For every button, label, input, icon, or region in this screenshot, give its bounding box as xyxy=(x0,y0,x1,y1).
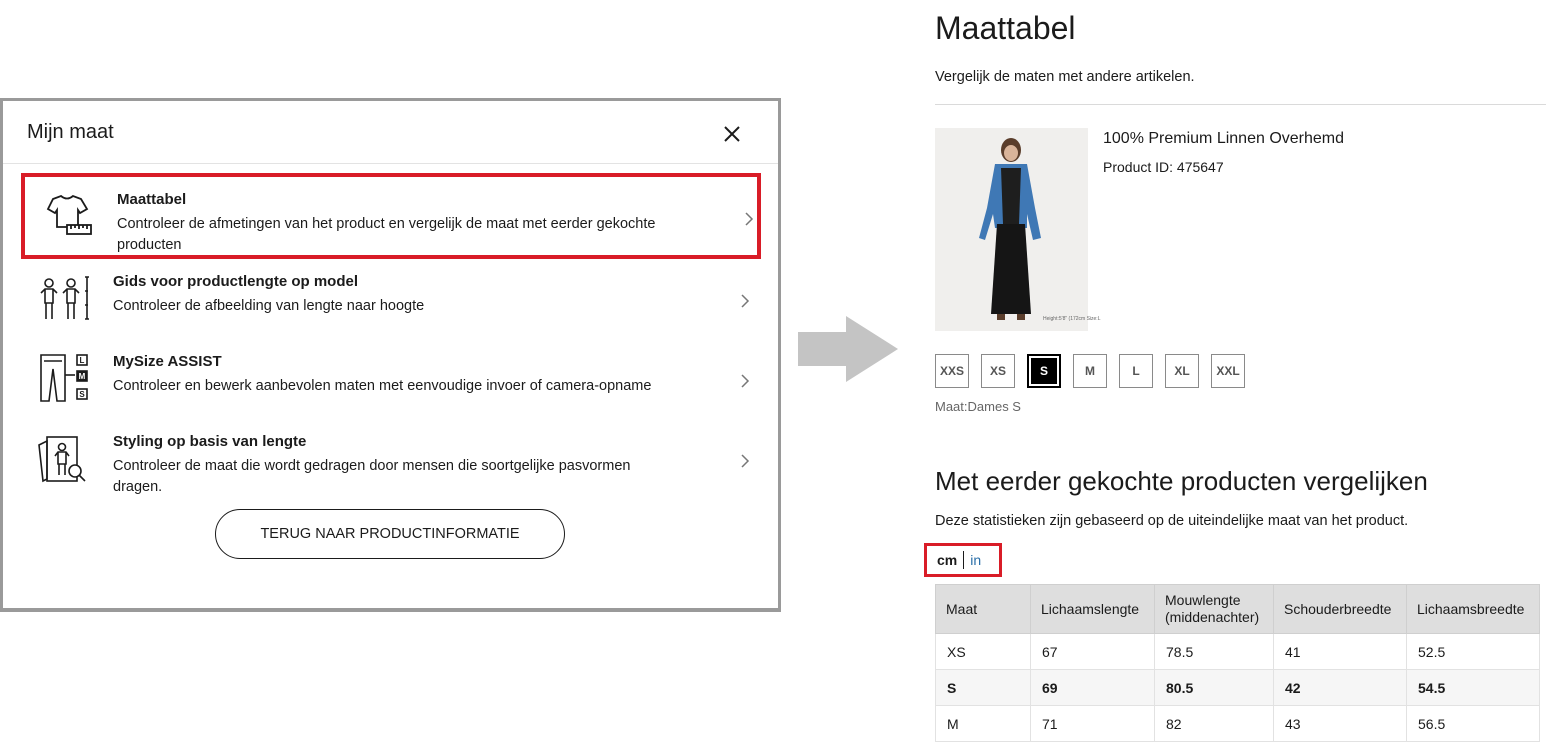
modal-header xyxy=(3,101,778,164)
size-comparison-table xyxy=(935,584,1540,742)
table-cell: 42 xyxy=(1274,670,1407,706)
table-header: Maat xyxy=(936,585,1031,634)
size-selector xyxy=(935,354,1245,388)
table-header: Schouderbreedte xyxy=(1274,585,1407,634)
pants-sizes-icon xyxy=(35,351,91,407)
table-cell: 80.5 xyxy=(1155,670,1274,706)
compare-title: Met eerder gekochte producten vergelijken xyxy=(935,466,1428,496)
table-header: Lichaamslengte xyxy=(1031,585,1155,634)
size-chart-title: Maattabel xyxy=(935,10,1076,46)
table-header: Lichaamsbreedte xyxy=(1407,585,1540,634)
selected-size-caption: Maat:Dames S xyxy=(935,399,1021,414)
unit-in-button[interactable]: in xyxy=(970,552,982,568)
styling-search-icon xyxy=(35,431,91,487)
size-option-l[interactable]: L xyxy=(1119,354,1153,388)
size-modal xyxy=(3,101,778,608)
table-cell: 52.5 xyxy=(1407,634,1540,670)
table-cell: 56.5 xyxy=(1407,706,1540,742)
svg-text:S: S xyxy=(79,390,85,399)
product-image xyxy=(935,128,1101,331)
compare-subtitle: Deze statistieken zijn gebaseerd op de uiteindelijke maat van het product. xyxy=(935,513,1409,529)
back-to-product-button[interactable]: TERUG NAAR PRODUCTINFORMATIE xyxy=(215,509,565,559)
table-cell: S xyxy=(936,670,1031,706)
svg-text:L: L xyxy=(79,356,85,365)
chevron-right-icon xyxy=(739,373,751,389)
menu-item-description: Controleer de afmetingen van het product en vergelijk de maat met eerder gekochte producten xyxy=(117,216,656,253)
table-cell: 43 xyxy=(1274,706,1407,742)
size-option-s[interactable]: S xyxy=(1027,354,1061,388)
unit-toggle xyxy=(924,543,1002,577)
size-option-xl[interactable]: XL xyxy=(1165,354,1199,388)
table-header: Mouwlengte (middenachter) xyxy=(1155,585,1274,634)
size-option-xxl[interactable]: XXL xyxy=(1211,354,1245,388)
menu-item-maattabel[interactable] xyxy=(21,173,761,259)
product-id: Product ID: 475647 xyxy=(1103,159,1224,175)
close-icon[interactable] xyxy=(719,121,745,147)
table-cell: 41 xyxy=(1274,634,1407,670)
right-arrow-icon xyxy=(798,316,898,382)
table-cell: 71 xyxy=(1031,706,1155,742)
modal-title: Mijn maat xyxy=(27,121,114,143)
table-row xyxy=(936,634,1540,670)
table-cell: XS xyxy=(936,634,1031,670)
table-cell: 54.5 xyxy=(1407,670,1540,706)
divider xyxy=(935,104,1546,105)
size-option-xs[interactable]: XS xyxy=(981,354,1015,388)
table-cell: 67 xyxy=(1031,634,1155,670)
size-option-xxs[interactable]: XXS xyxy=(935,354,969,388)
menu-item-title: MySize ASSIST xyxy=(113,353,222,370)
table-row-selected xyxy=(936,670,1540,706)
menu-item-model-length[interactable] xyxy=(21,259,761,345)
menu-item-title: Gids voor productlengte op model xyxy=(113,273,359,290)
table-cell: 78.5 xyxy=(1155,634,1274,670)
chevron-right-icon xyxy=(743,211,755,227)
size-option-m[interactable]: M xyxy=(1073,354,1107,388)
menu-item-title: Styling op basis van lengte xyxy=(113,433,307,450)
table-cell: 69 xyxy=(1031,670,1155,706)
menu-item-mysize-assist[interactable] xyxy=(21,339,761,425)
chevron-right-icon xyxy=(739,453,751,469)
menu-item-styling-height[interactable] xyxy=(21,419,761,505)
size-chart-subtitle: Vergelijk de maten met andere artikelen. xyxy=(935,69,1195,85)
svg-text:M: M xyxy=(78,372,86,381)
table-cell: M xyxy=(936,706,1031,742)
table-header-row xyxy=(936,585,1540,634)
product-name: 100% Premium Linnen Overhemd xyxy=(1103,130,1345,147)
tshirt-ruler-icon xyxy=(39,189,95,245)
chevron-right-icon xyxy=(739,293,751,309)
unit-cm-button[interactable]: cm xyxy=(937,552,958,568)
image-caption: Height:5'8" (172cm Size:L xyxy=(1043,316,1101,322)
menu-item-description: Controleer en bewerk aanbevolen maten met eenvoudige invoer of camera-opname xyxy=(113,378,652,394)
menu-item-title: Maattabel xyxy=(117,191,187,208)
table-cell: 82 xyxy=(1155,706,1274,742)
menu-item-description: Controleer de maat die wordt gedragen door mensen die soortgelijke pasvormen dragen. xyxy=(113,458,631,495)
table-row xyxy=(936,706,1540,742)
model-height-icon xyxy=(35,271,91,327)
menu-item-description: Controleer de afbeelding van lengte naar hoogte xyxy=(113,298,425,314)
